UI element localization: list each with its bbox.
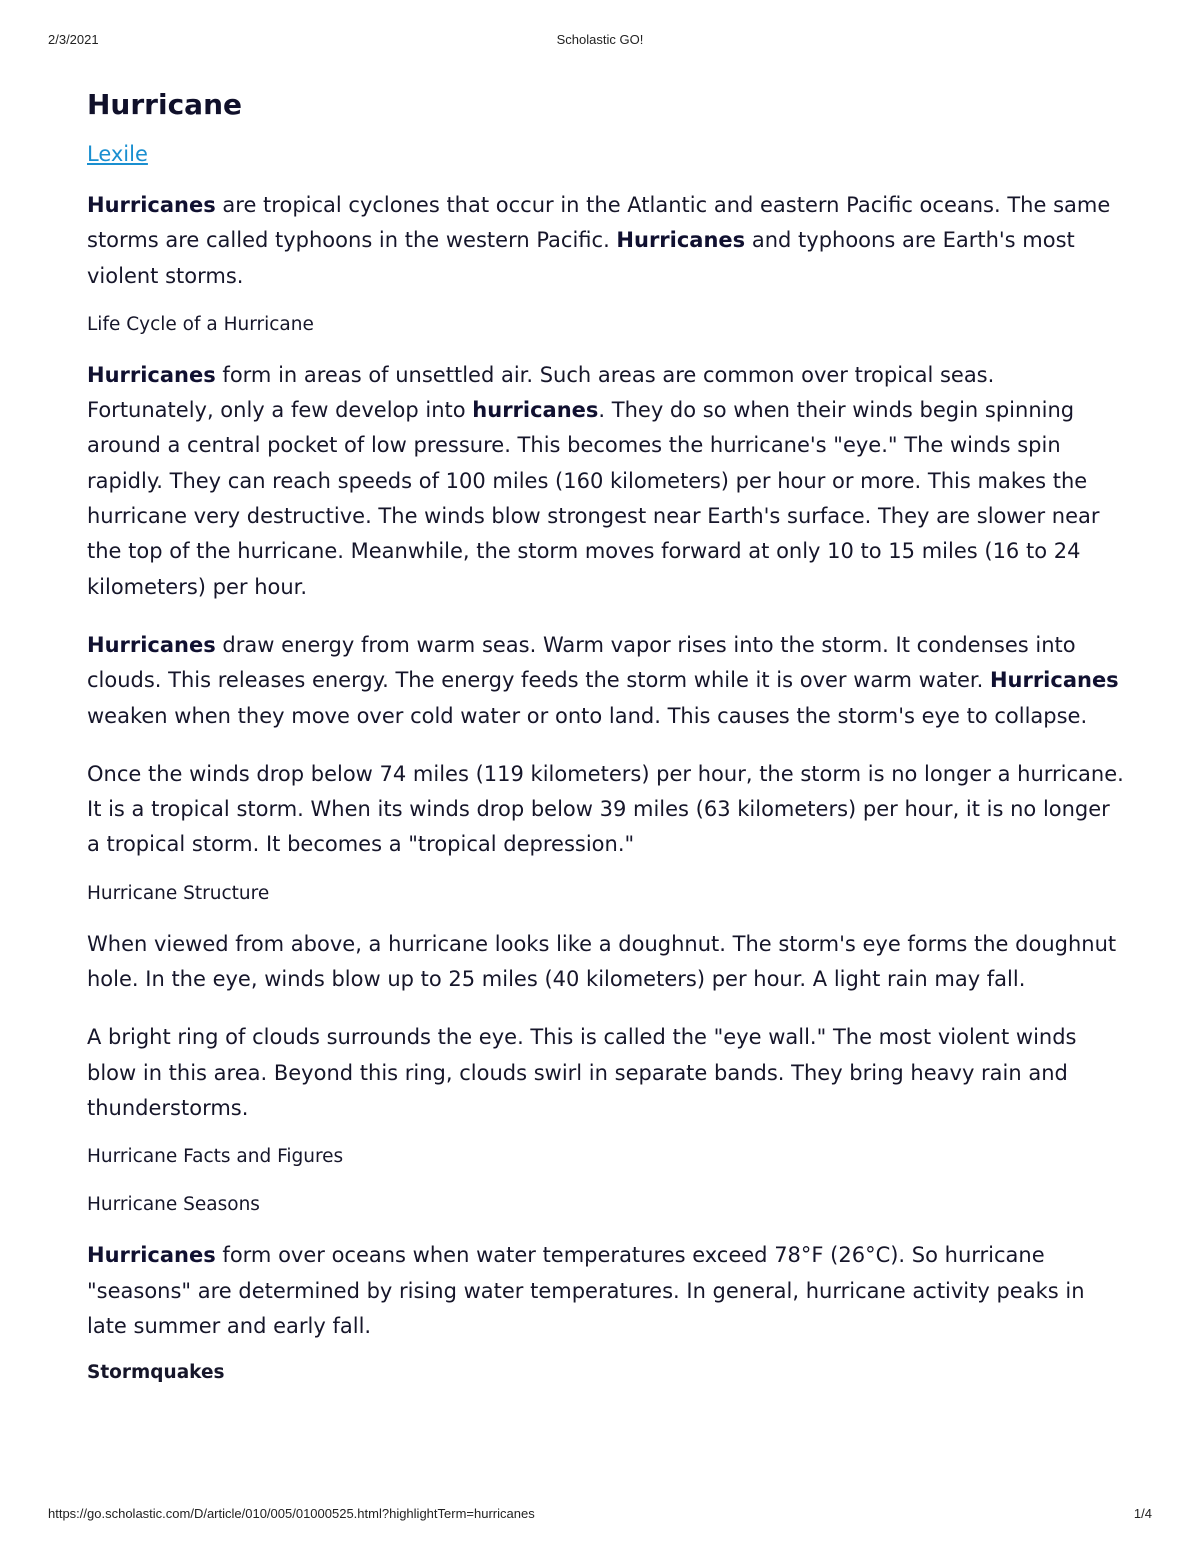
highlight-term: Hurricanes [87,632,216,657]
section-heading-facts: Hurricane Facts and Figures [87,1146,344,1168]
section-heading-structure: Hurricane Structure [87,882,270,904]
print-page-number: 1/4 [1133,1506,1152,1521]
highlight-term: Hurricanes [87,1243,216,1268]
highlight-term: Hurricanes [616,228,746,253]
seasons-paragraph: Hurricanes form over oceans when water temperatures exceed 78°F (26°C). So hurricane "seasons" are determined by rising water temperatures. In general, hurricane activity peaks in late summer and early fall. [87,1243,1085,1338]
intro-paragraph: Hurricanes are tropical cyclones that occur in the Atlantic and eastern Pacific oceans. The same storms are called typhoons in the western Pacific. Hurricanes and typhoons are Earth's most violent storms. [87,193,1111,288]
section-heading-stormquakes: Stormquakes [87,1362,225,1384]
article [87,84,1127,1386]
structure-paragraph-1: When viewed from above, a hurricane looks like a doughnut. The storm's eye forms the doughnut hole. In the eye, winds blow up to 25 miles (40 kilometers) per hour. A light rain may fall. [87,931,1117,992]
article-title: Hurricane [87,88,242,121]
print-url: https://go.scholastic.com/D/article/010/005/01000525.html?highlightTerm=hurricanes [48,1506,535,1521]
print-site-title: Scholastic GO! [556,32,644,47]
highlight-term: Hurricanes [989,668,1119,693]
section-heading-seasons: Hurricane Seasons [87,1194,260,1216]
structure-paragraph-2: A bright ring of clouds surrounds the eye. This is called the "eye wall." The most violent winds blow in this area. Beyond this ring, clouds swirl in separate bands. They bring heavy rain and thunderstorms. [87,1025,1077,1120]
highlight-term: Hurricanes [87,362,216,387]
highlight-term: Hurricanes [87,193,216,217]
life-cycle-paragraph-2: Hurricanes draw energy from warm seas. Warm vapor rises into the storm. It condenses into clouds. This releases energy. The energy feeds the storm while it is over warm water. Hurricanes weaken when they move over cold water or onto land. This causes the storm's eye to collapse. [87,632,1119,728]
print-footer [48,1506,1152,1526]
life-cycle-paragraph-1: Hurricanes form in areas of unsettled air. Such areas are common over tropical seas. Fortunately, only a few develop into hurricanes. They do so when their winds begin spinning around a central pocket of low pressure. This becomes the hurricane's "eye." The winds spin rapidly. They can reach speeds of 100 miles (160 kilometers) per hour or more. This makes the hurricane very destructive. The winds blow strongest near Earth's surface. They are slower near the top of the hurricane. Meanwhile, the storm moves forward at only 10 to 15 miles (16 to 24 kilometers) per hour. [87,362,1100,599]
section-heading-life-cycle: Life Cycle of a Hurricane [87,313,314,335]
print-header [48,32,1152,52]
highlight-term: hurricanes [472,398,599,423]
lexile-link[interactable]: Lexile [87,142,148,166]
life-cycle-paragraph-3: Once the winds drop below 74 miles (119 kilometers) per hour, the storm is no longer a hurricane. It is a tropical storm. When its winds drop below 39 miles (63 kilometers) per hour, it is no longer a tropical storm. It becomes a "tropical depression." [87,761,1124,857]
print-date: 2/3/2021 [48,32,99,47]
